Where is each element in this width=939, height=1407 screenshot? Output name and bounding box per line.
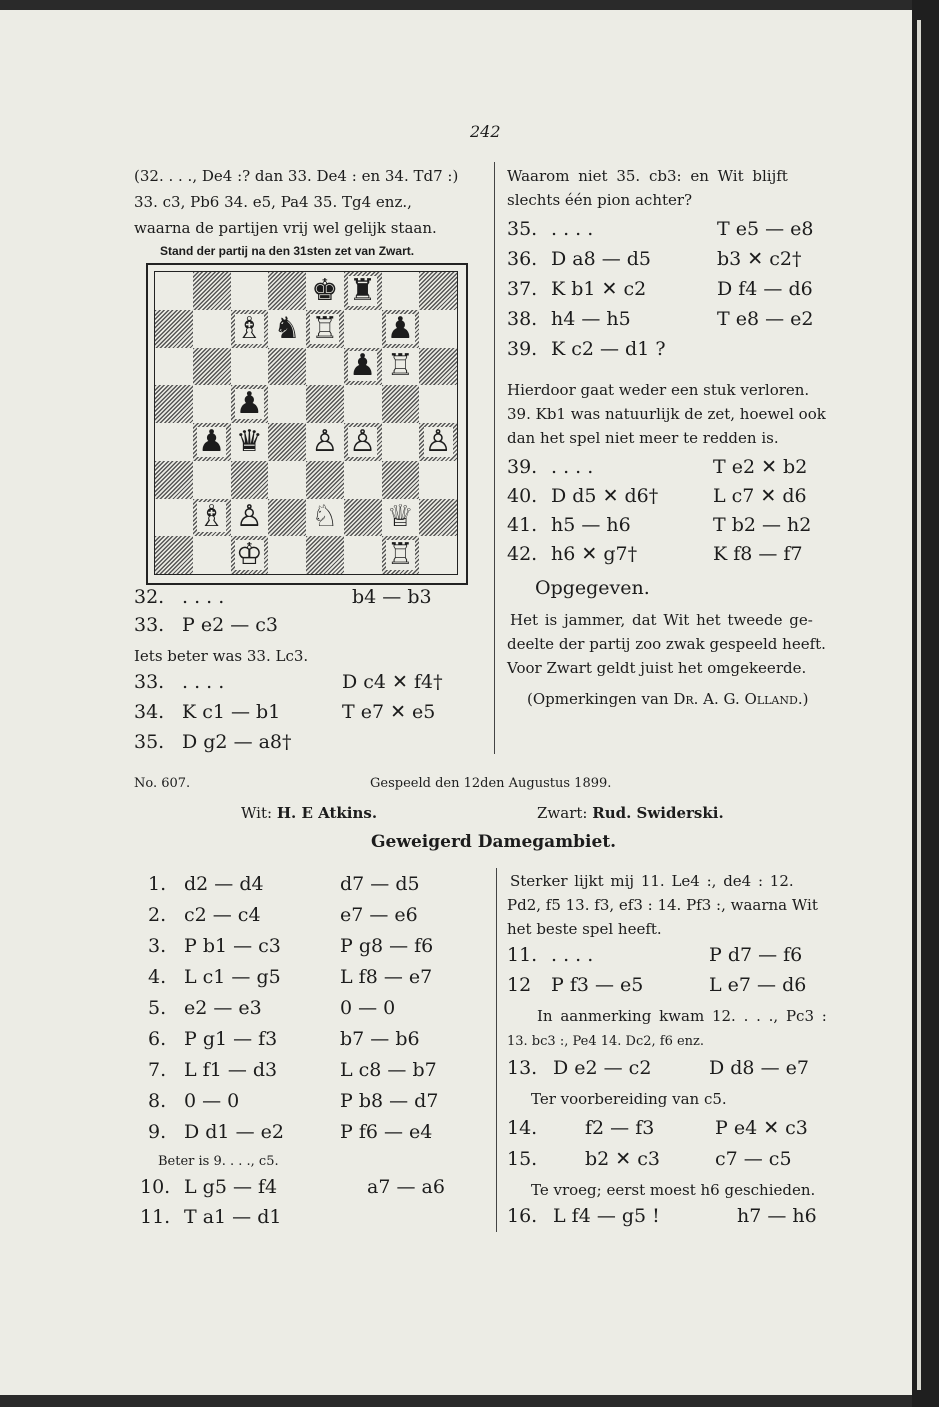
black-move: T e8 — e2 <box>717 308 814 330</box>
chess-piece-e8: ♚ <box>311 272 339 308</box>
white-move: D d1 — e2 <box>184 1121 284 1143</box>
game-right-moves-c <box>507 1114 857 1176</box>
intro-line-2: 33. c3, Pb6 34. e5, Pa4 35. Tg4 enz., <box>134 193 412 211</box>
board-square-f6 <box>344 348 382 386</box>
board-square-b1 <box>193 536 231 574</box>
move-number: 33. <box>134 671 165 693</box>
black-move: b4 — b3 <box>352 586 432 608</box>
board-square-c1 <box>231 536 269 574</box>
chess-piece-c5: ♟ <box>235 386 263 422</box>
board-square-h3 <box>419 461 457 499</box>
black-move: a7 — a6 <box>367 1176 445 1198</box>
right-note-1: Hierdoor gaat weder een stuk verloren. <box>507 381 810 399</box>
chess-piece-c4: ♛ <box>235 423 263 459</box>
black-move: D c4 ✕ f4† <box>342 671 443 693</box>
board-square-a3 <box>155 461 193 499</box>
move-row <box>507 275 857 305</box>
white-move: D a8 — d5 <box>551 248 652 270</box>
chess-piece-c2: ♙ <box>235 499 263 535</box>
board-square-g3 <box>382 461 420 499</box>
board-square-f1 <box>344 536 382 574</box>
black-move: T e2 ✕ b2 <box>713 456 808 478</box>
move-number: 42. <box>507 543 538 565</box>
black-move: P b8 — d7 <box>340 1090 439 1112</box>
chess-piece-b4: ♟ <box>198 423 226 459</box>
board-square-c8 <box>231 272 269 310</box>
move-row <box>134 611 474 639</box>
move-number: 39. <box>507 456 538 478</box>
black-move: T e5 — e8 <box>717 218 814 240</box>
black-move: d7 — d5 <box>340 873 420 895</box>
move-number: 15. <box>507 1148 538 1170</box>
white-move: e2 — e3 <box>184 997 262 1019</box>
board-square-d7 <box>268 310 306 348</box>
board-square-h4 <box>419 423 457 461</box>
board-square-h7 <box>419 310 457 348</box>
move-number: 32. <box>134 586 165 608</box>
chess-piece-e7: ♖ <box>311 310 339 346</box>
game-number: No. 607. <box>134 776 191 791</box>
board-square-f2 <box>344 499 382 537</box>
black-move: P e4 ✕ c3 <box>715 1117 808 1139</box>
game-right-note1-3: het beste spel heeft. <box>507 920 662 938</box>
right-intro-2: slechts één pion achter? <box>507 191 693 209</box>
black-move: e7 — e6 <box>340 904 418 926</box>
board-square-c5 <box>231 385 269 423</box>
move-row <box>507 1145 857 1176</box>
board-square-e8 <box>306 272 344 310</box>
left-moves-a <box>134 583 474 643</box>
board-square-g8 <box>382 272 420 310</box>
board-square-g6 <box>382 348 420 386</box>
chess-piece-g2: ♕ <box>386 499 414 535</box>
chess-piece-g7: ♟ <box>386 310 414 346</box>
game-left-moves-b <box>134 1173 474 1243</box>
board-square-g5 <box>382 385 420 423</box>
move-number: 11. <box>507 944 538 966</box>
white-move: D e2 — c2 <box>553 1057 652 1079</box>
black-move: L c7 ✕ d6 <box>713 485 807 507</box>
move-row <box>507 1114 857 1145</box>
move-row <box>134 1173 474 1203</box>
chess-piece-c1: ♔ <box>235 537 263 573</box>
game-right-note1-2: Pd2, f5 13. f3, ef3 : 14. Pf3 :, waarna Wit <box>507 896 818 914</box>
white-move: T a1 — d1 <box>184 1206 282 1228</box>
move-number: 40. <box>507 485 538 507</box>
move-number: 5. <box>148 997 167 1019</box>
move-row <box>507 453 857 482</box>
white-move: . . . . <box>182 586 225 608</box>
white-move: P e2 — c3 <box>182 614 278 636</box>
move-number: 7. <box>148 1059 167 1081</box>
white-move: K b1 ✕ c2 <box>551 278 647 300</box>
chess-piece-f6: ♟ <box>349 348 377 384</box>
move-row <box>134 1056 474 1087</box>
game-right-note2-2: 13. bc3 :, Pe4 14. Dc2, f6 enz. <box>507 1034 705 1049</box>
board-square-a6 <box>155 348 193 386</box>
closing-2: deelte der partij zoo zwak gespeeld heeft. <box>507 635 826 653</box>
page-number: 242 <box>470 122 501 141</box>
board-square-d1 <box>268 536 306 574</box>
move-number: 41. <box>507 514 538 536</box>
move-number: 16. <box>507 1205 538 1227</box>
white-move: h4 — h5 <box>551 308 631 330</box>
chess-diagram <box>146 263 468 585</box>
board-square-b4 <box>193 423 231 461</box>
board-square-g2 <box>382 499 420 537</box>
black-move: P g8 — f6 <box>340 935 434 957</box>
board-square-a7 <box>155 310 193 348</box>
move-number: 9. <box>148 1121 167 1143</box>
intro-line-1: (32. . . ., De4 :? dan 33. De4 : en 34. Td7 :) <box>134 167 459 185</box>
move-row <box>134 698 474 728</box>
move-row <box>507 511 857 540</box>
page-edge-line <box>917 20 921 1390</box>
left-moves-b <box>134 668 474 758</box>
game-left-note: Beter is 9. . . ., c5. <box>158 1154 279 1169</box>
attribution: (Opmerkingen van Dr. A. G. Olland.) <box>527 690 809 708</box>
move-row <box>507 215 857 245</box>
white-move: c2 — c4 <box>184 904 261 926</box>
board-square-e3 <box>306 461 344 499</box>
move-row <box>507 1054 857 1084</box>
board-square-a4 <box>155 423 193 461</box>
white-move: L c1 — g5 <box>184 966 281 988</box>
book-page <box>0 10 912 1395</box>
board-square-a8 <box>155 272 193 310</box>
left-note: Iets beter was 33. Lc3. <box>134 647 309 665</box>
chess-piece-e2: ♘ <box>311 499 339 535</box>
white-move: K c1 — b1 <box>182 701 281 723</box>
intro-line-3: waarna de partijen vrij wel gelijk staan. <box>134 219 437 237</box>
move-number: 10. <box>140 1176 171 1198</box>
board-square-b7 <box>193 310 231 348</box>
move-row <box>507 482 857 511</box>
move-number: 33. <box>134 614 165 636</box>
white-move: L f4 — g5 ! <box>553 1205 660 1227</box>
board-square-e7 <box>306 310 344 348</box>
white-move: P b1 — c3 <box>184 935 281 957</box>
move-number: 11. <box>140 1206 171 1228</box>
move-row <box>507 245 857 275</box>
move-row <box>134 963 474 994</box>
board-square-a5 <box>155 385 193 423</box>
right-intro-1: Waarom niet 35. cb3: en Wit blijft <box>507 167 788 185</box>
white-move: . . . . <box>551 218 594 240</box>
board-square-g7 <box>382 310 420 348</box>
white-move: d2 — d4 <box>184 873 264 895</box>
closing-3: Voor Zwart geldt juist het omgekeerde. <box>507 659 807 677</box>
board-square-d5 <box>268 385 306 423</box>
white-move: . . . . <box>551 944 594 966</box>
move-number: 1. <box>148 873 167 895</box>
board-square-h2 <box>419 499 457 537</box>
game-right-moves-d <box>507 1202 857 1234</box>
board-square-b2 <box>193 499 231 537</box>
chess-piece-g1: ♖ <box>386 537 414 573</box>
white-move: P f3 — e5 <box>551 974 644 996</box>
white-move: P g1 — f3 <box>184 1028 278 1050</box>
move-number: 36. <box>507 248 538 270</box>
right-moves-b <box>507 453 857 573</box>
move-row <box>134 1087 474 1118</box>
board-square-h6 <box>419 348 457 386</box>
black-move: D d8 — e7 <box>709 1057 809 1079</box>
game-right-note4: Te vroeg; eerst moest h6 geschieden. <box>531 1181 816 1199</box>
move-row <box>134 1118 474 1149</box>
board-square-c3 <box>231 461 269 499</box>
move-row <box>507 1202 857 1232</box>
black-move: L e7 — d6 <box>709 974 807 996</box>
board-square-g1 <box>382 536 420 574</box>
move-number: 14. <box>507 1117 538 1139</box>
board-square-f3 <box>344 461 382 499</box>
move-number: 34. <box>134 701 165 723</box>
chess-piece-c7: ♗ <box>235 310 263 346</box>
white-move: b2 ✕ c3 <box>585 1148 660 1170</box>
opening-title: Geweigerd Damegambiet. <box>371 832 617 852</box>
column-divider <box>494 162 495 754</box>
chess-piece-f8: ♜ <box>349 272 377 308</box>
board-square-f5 <box>344 385 382 423</box>
board-square-b3 <box>193 461 231 499</box>
column-divider-2 <box>496 868 497 1232</box>
board-square-c7 <box>231 310 269 348</box>
move-number: 35. <box>507 218 538 240</box>
move-row <box>134 1025 474 1056</box>
board-square-b6 <box>193 348 231 386</box>
board-square-b5 <box>193 385 231 423</box>
white-move: . . . . <box>182 671 225 693</box>
diagram-caption: Stand der partij na den 31sten zet van Zwart. <box>160 244 415 258</box>
move-number: 3. <box>148 935 167 957</box>
move-number: 13. <box>507 1057 538 1079</box>
right-note-2: 39. Kb1 was natuurlijk de zet, hoewel ook <box>507 405 826 423</box>
white-move: h5 — h6 <box>551 514 631 536</box>
game-right-note2-1: In aanmerking kwam 12. . . ., Pc3 : <box>537 1007 827 1025</box>
black-move: D f4 — d6 <box>717 278 813 300</box>
game-right-moves-a <box>507 941 857 1003</box>
black-move: P f6 — e4 <box>340 1121 433 1143</box>
white-player: Wit: H. E Atkins. <box>241 804 378 822</box>
board-square-e6 <box>306 348 344 386</box>
right-moves-a <box>507 215 857 365</box>
chess-piece-g6: ♖ <box>386 348 414 384</box>
board-square-h1 <box>419 536 457 574</box>
move-number: 39. <box>507 338 538 360</box>
move-number: 38. <box>507 308 538 330</box>
white-move: . . . . <box>551 456 594 478</box>
board-square-f4 <box>344 423 382 461</box>
move-number: 12 <box>507 974 532 996</box>
chess-piece-f4: ♙ <box>349 423 377 459</box>
black-move: P d7 — f6 <box>709 944 803 966</box>
right-note-3: dan het spel niet meer te redden is. <box>507 429 779 447</box>
board-square-a1 <box>155 536 193 574</box>
chess-piece-h4: ♙ <box>424 423 452 459</box>
board-square-d2 <box>268 499 306 537</box>
move-number: 2. <box>148 904 167 926</box>
board-square-g4 <box>382 423 420 461</box>
move-row <box>134 668 474 698</box>
board-square-f7 <box>344 310 382 348</box>
move-row <box>134 870 474 901</box>
white-move: f2 — f3 <box>585 1117 655 1139</box>
game-right-moves-b <box>507 1054 857 1086</box>
move-number: 8. <box>148 1090 167 1112</box>
black-move: T b2 — h2 <box>713 514 812 536</box>
move-number: 4. <box>148 966 167 988</box>
white-move: 0 — 0 <box>184 1090 240 1112</box>
chess-piece-b2: ♗ <box>198 499 226 535</box>
resign-text: Opgegeven. <box>535 577 650 599</box>
black-move: b3 ✕ c2† <box>717 248 802 270</box>
board-square-e5 <box>306 385 344 423</box>
black-player: Zwart: Rud. Swiderski. <box>537 804 724 822</box>
game-left-moves <box>134 870 474 1150</box>
white-move: L g5 — f4 <box>184 1176 278 1198</box>
move-number: 6. <box>148 1028 167 1050</box>
move-number: 37. <box>507 278 538 300</box>
move-row <box>134 932 474 963</box>
board-square-f8 <box>344 272 382 310</box>
black-move: 0 — 0 <box>340 997 396 1019</box>
board-square-d8 <box>268 272 306 310</box>
move-row <box>134 994 474 1025</box>
white-move: L f1 — d3 <box>184 1059 278 1081</box>
move-row <box>507 305 857 335</box>
chess-piece-d7: ♞ <box>273 310 301 346</box>
board-square-d3 <box>268 461 306 499</box>
move-row <box>507 540 857 569</box>
board-square-d6 <box>268 348 306 386</box>
white-move: D g2 — a8† <box>182 731 292 753</box>
black-move: b7 — b6 <box>340 1028 420 1050</box>
black-move: c7 — c5 <box>715 1148 792 1170</box>
board-square-e2 <box>306 499 344 537</box>
game-date: Gespeeld den 12den Augustus 1899. <box>370 776 612 791</box>
move-number: 35. <box>134 731 165 753</box>
move-row <box>134 901 474 932</box>
game-right-note3: Ter voorbereiding van c5. <box>531 1090 727 1108</box>
board-square-e4 <box>306 423 344 461</box>
board-square-a2 <box>155 499 193 537</box>
game-right-note1-1: Sterker lijkt mij 11. Le4 :, de4 : 12. <box>510 872 794 890</box>
white-move: h6 ✕ g7† <box>551 543 638 565</box>
chess-board <box>154 271 458 575</box>
move-row <box>507 941 857 971</box>
black-move: T e7 ✕ e5 <box>342 701 436 723</box>
move-row <box>134 583 474 611</box>
board-square-d4 <box>268 423 306 461</box>
white-move: K c2 — d1 ? <box>551 338 666 360</box>
board-square-e1 <box>306 536 344 574</box>
move-row <box>134 1203 474 1233</box>
move-row <box>134 728 474 758</box>
board-square-h5 <box>419 385 457 423</box>
board-square-c6 <box>231 348 269 386</box>
chess-piece-e4: ♙ <box>311 423 339 459</box>
move-row <box>507 335 857 365</box>
white-move: D d5 ✕ d6† <box>551 485 659 507</box>
black-move: K f8 — f7 <box>713 543 803 565</box>
board-square-c2 <box>231 499 269 537</box>
board-square-h8 <box>419 272 457 310</box>
closing-1: Het is jammer, dat Wit het tweede ge- <box>510 611 813 629</box>
black-move: L c8 — b7 <box>340 1059 437 1081</box>
board-square-c4 <box>231 423 269 461</box>
black-move: h7 — h6 <box>737 1205 817 1227</box>
black-move: L f8 — e7 <box>340 966 433 988</box>
board-square-b8 <box>193 272 231 310</box>
move-row <box>507 971 857 1001</box>
